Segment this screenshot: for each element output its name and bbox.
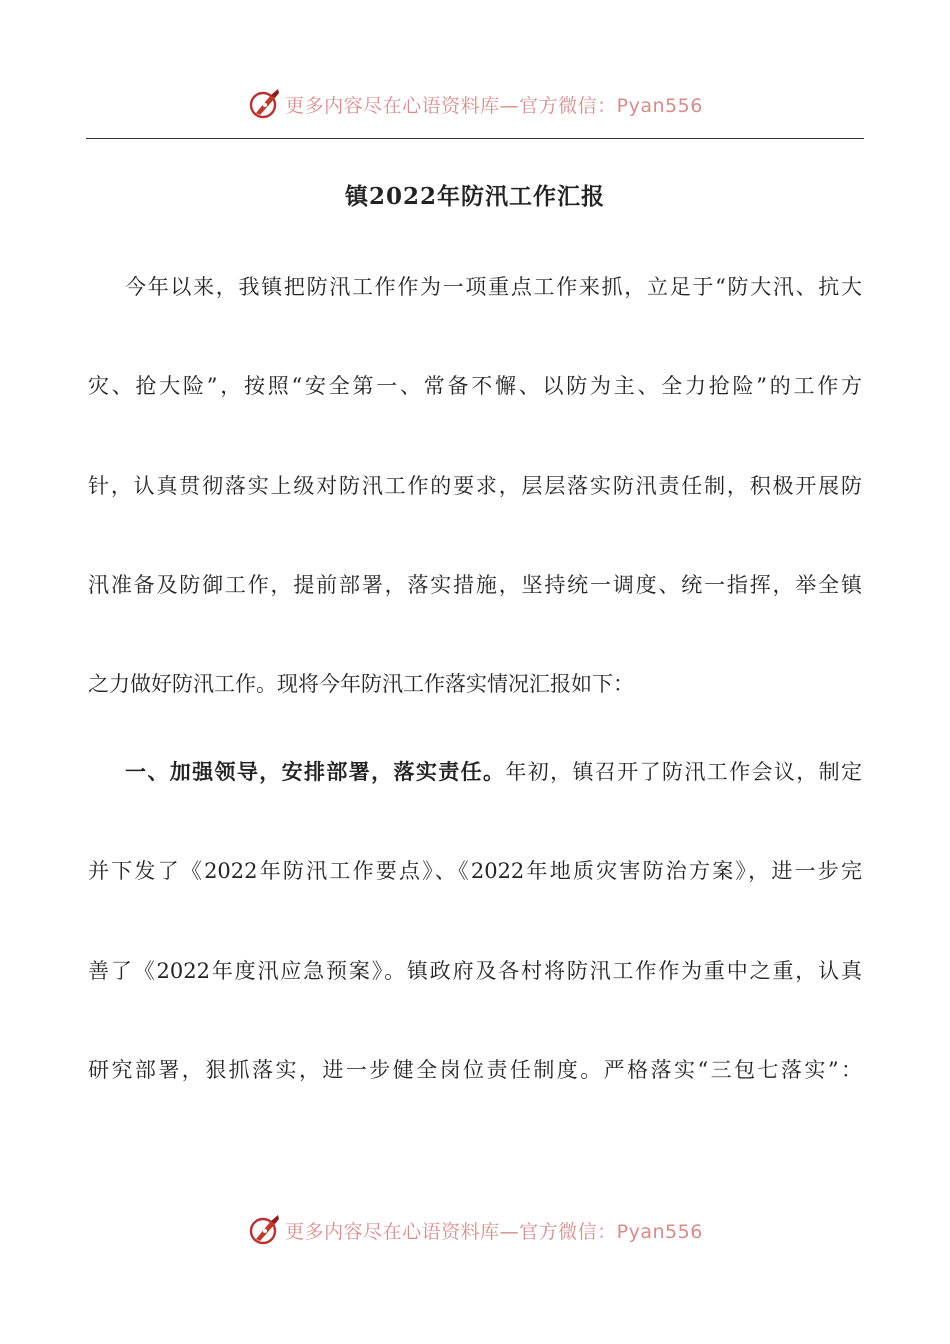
footer-watermark <box>0 1210 950 1250</box>
paragraph-line: 针，认真贯彻落实上级对防汛工作的要求，层层落实防汛责任制，积极开展防 <box>88 474 862 498</box>
section-1-first-line-text: 年初，镇召开了防汛工作会议，制定 <box>505 760 862 784</box>
paragraph-line: 灾、抢大险”，按照“安全第一、常备不懈、以防为主、全力抢险”的工作方 <box>88 374 862 398</box>
paragraph-line: 并下发了《2022年防汛工作要点》、《2022年地质灾害防治方案》，进一步完 <box>88 859 862 883</box>
watermark-text: 更多内容尽在心语资料库—官方微信：Pyan556 <box>285 1220 703 1243</box>
paragraph-line: 今年以来，我镇把防汛工作作为一项重点工作来抓，立足于“防大汛、抗大 <box>125 275 862 299</box>
pen-nib-logo-icon <box>247 1213 281 1247</box>
paragraph-line: 之力做好防汛工作。现将今年防汛工作落实情况汇报如下： <box>88 672 634 696</box>
header-watermark <box>0 84 950 124</box>
section-1-heading: 一、加强领导，安排部署，落实责任。 <box>125 759 506 784</box>
paragraph-line: 研究部署，狠抓落实，进一步健全岗位责任制度。严格落实“三包七落实”： <box>88 1058 862 1082</box>
paragraph-line: 善了《2022年度汛应急预案》。镇政府及各村将防汛工作作为重中之重，认真 <box>88 959 862 983</box>
pen-nib-logo-icon <box>247 87 281 121</box>
document-title: 镇2022年防汛工作汇报 <box>344 183 605 210</box>
section-1-first-line <box>125 754 862 790</box>
paragraph-line: 汛准备及防御工作，提前部署，落实措施，坚持统一调度、统一指挥，举全镇 <box>88 573 862 597</box>
watermark-text: 更多内容尽在心语资料库—官方微信：Pyan556 <box>285 94 703 117</box>
header-divider <box>86 138 864 139</box>
